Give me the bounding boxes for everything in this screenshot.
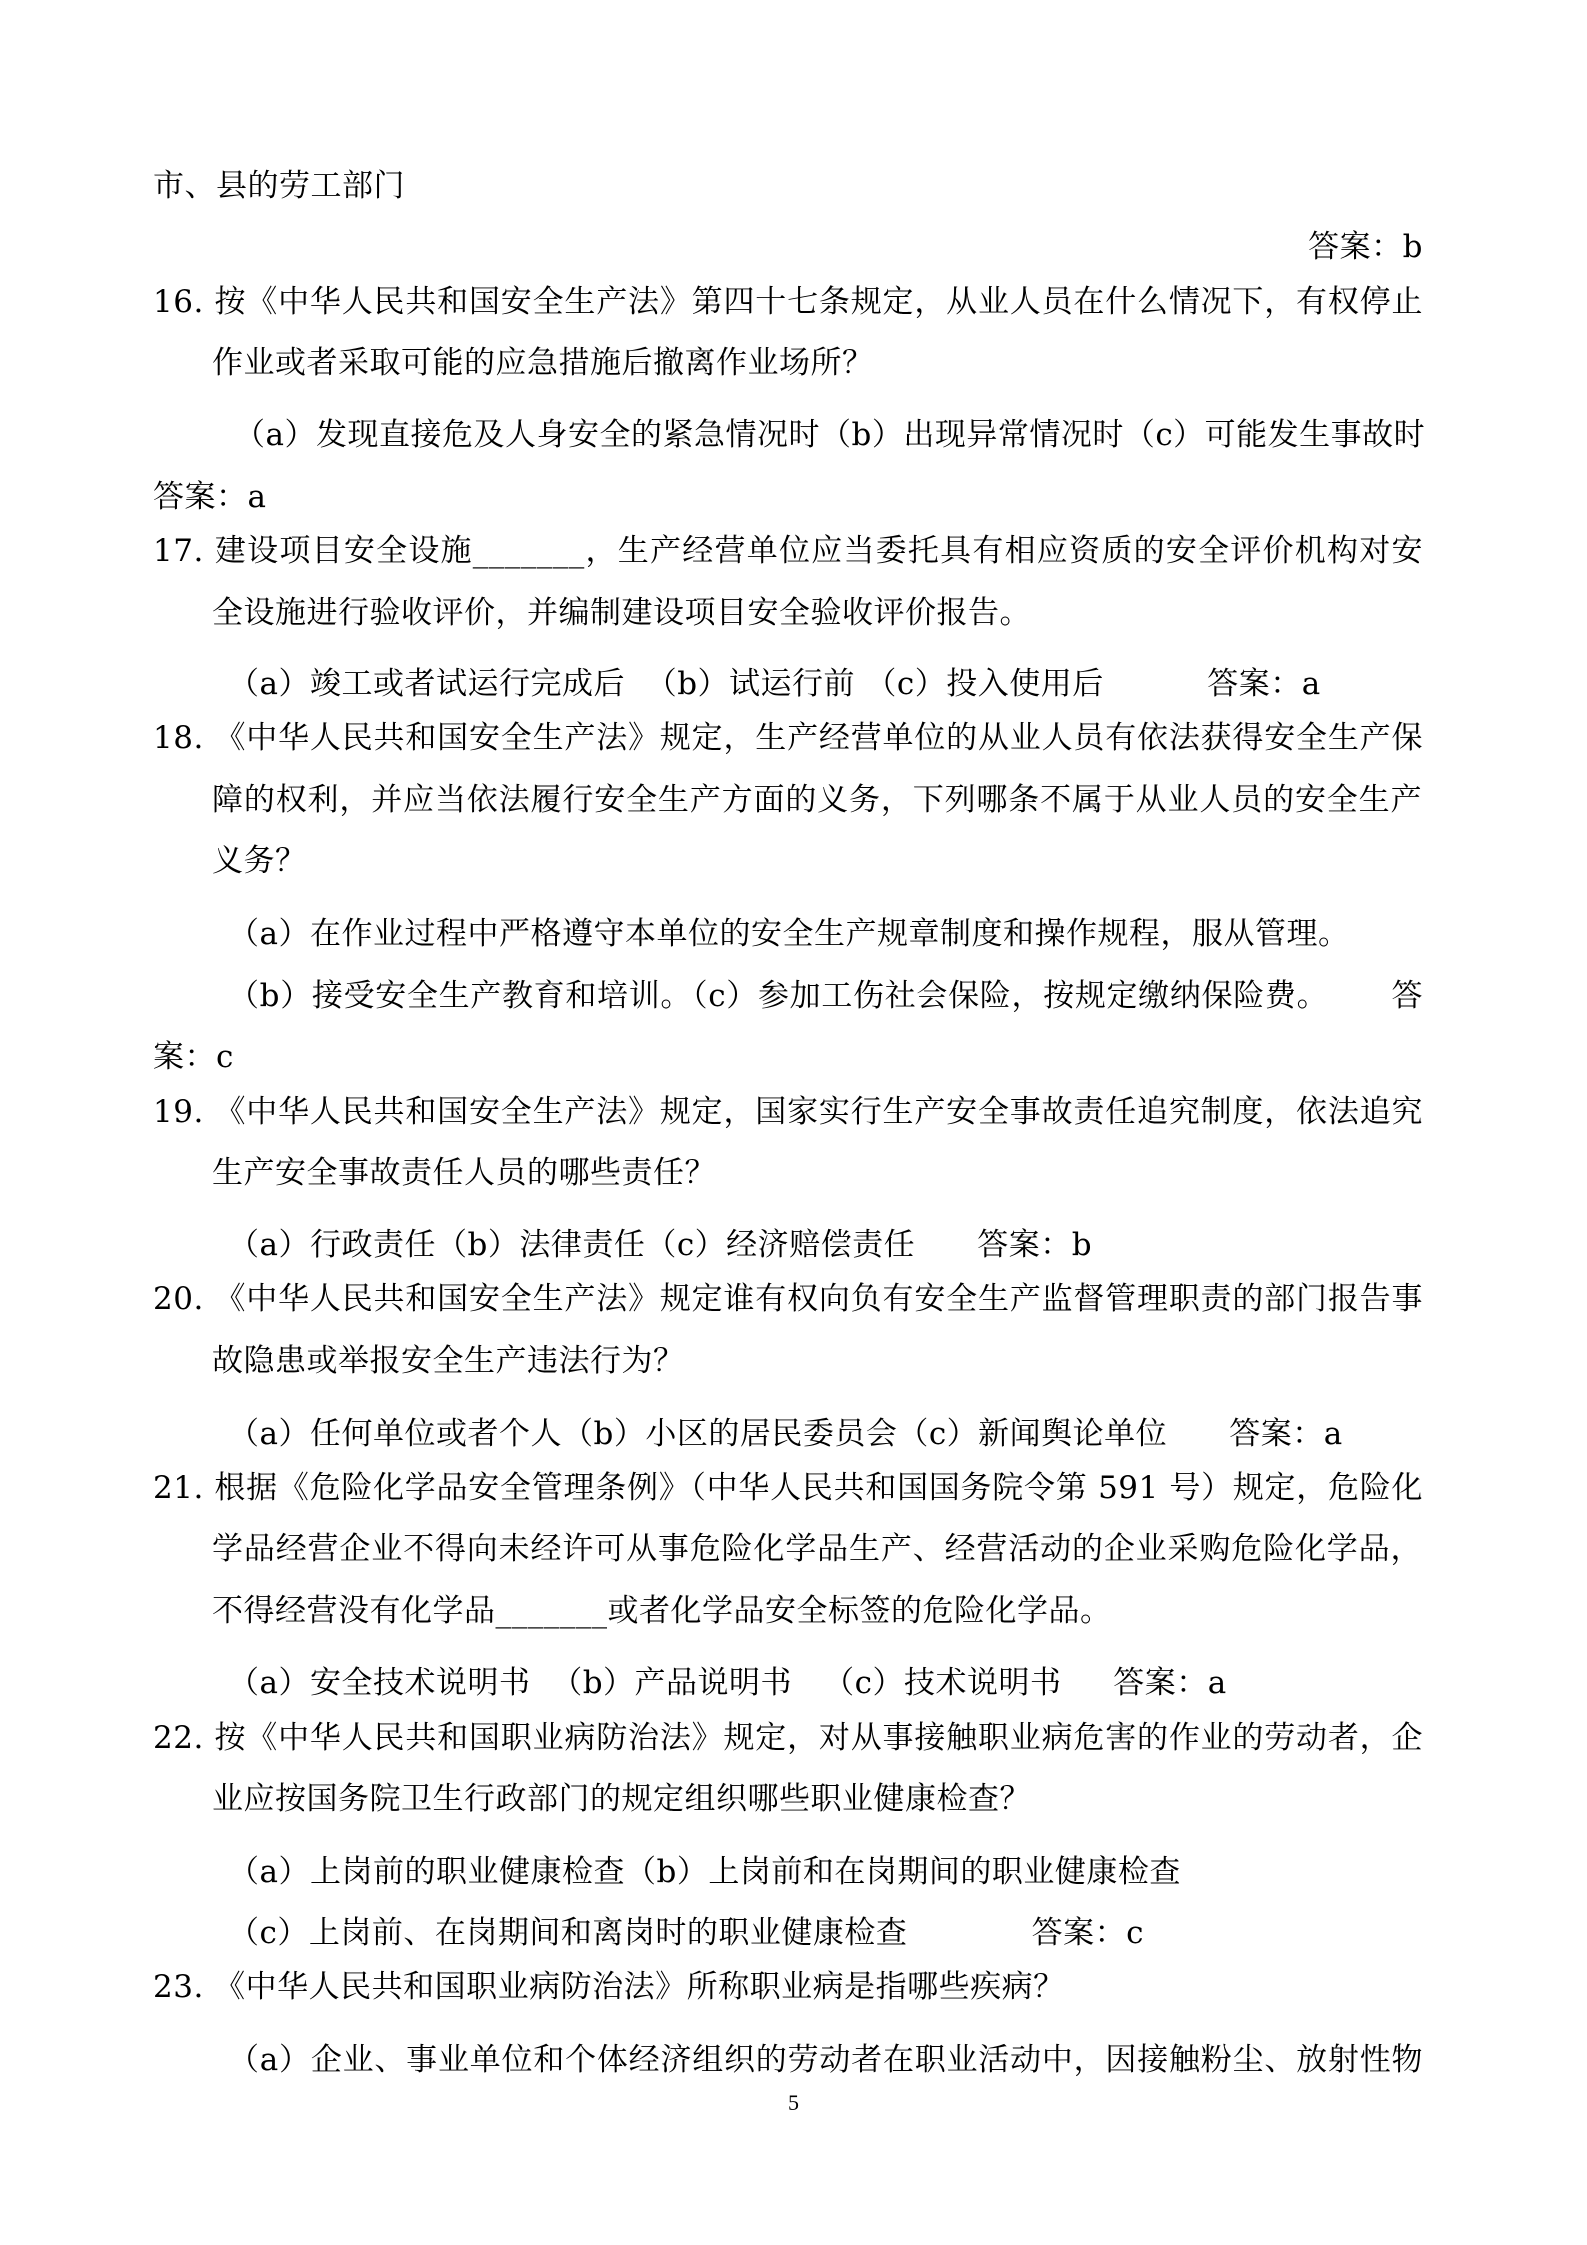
question-22: 22. 按《中华人民共和国职业病防治法》规定，对从事接触职业病危害的作业的劳动者，企: [153, 1720, 1423, 1756]
page-number: 5: [788, 2090, 799, 2115]
question-19: 19. 《中华人民共和国安全生产法》规定，国家实行生产安全事故责任追究制度，依法追究: [153, 1094, 1423, 1130]
question-16: 16. 按《中华人民共和国安全生产法》第四十七条规定，从业人员在什么情况下，有权停止: [153, 284, 1423, 320]
question-17-cont: 全设施进行验收评价，并编制建设项目安全验收评价报告。: [212, 595, 1031, 631]
question-20: 20. 《中华人民共和国安全生产法》规定谁有权向负有安全生产监督管理职责的部门报告事: [153, 1281, 1423, 1317]
options-16: （a）发现直接危及人身安全的紧急情况时（b）出现异常情况时（c）可能发生事故时: [234, 417, 1426, 453]
options-22-c: （c）上岗前、在岗期间和离岗时的职业健康检查 答案：c: [228, 1915, 1144, 1951]
answer-18: 案：c: [153, 1039, 234, 1075]
answer-15: 答案：b: [1308, 229, 1423, 265]
question-18-cont-2: 义务？: [212, 843, 307, 879]
options-18-a: （a）在作业过程中严格遵守本单位的安全生产规章制度和操作规程，服从管理。: [228, 916, 1350, 952]
question-21-cont-1: 学品经营企业不得向未经许可从事危险化学品生产、经营活动的企业采购危险化学品，: [212, 1531, 1422, 1567]
question-18: 18. 《中华人民共和国安全生产法》规定，生产经营单位的从业人员有依法获得安全生产保: [153, 720, 1423, 756]
options-20: （a）任何单位或者个人（b）小区的居民委员会（c）新闻舆论单位 答案：a: [228, 1416, 1343, 1452]
question-20-cont: 故隐患或举报安全生产违法行为？: [212, 1343, 685, 1379]
question-17: 17. 建设项目安全设施_______，生产经营单位应当委托具有相应资质的安全评价机构对安: [153, 533, 1423, 569]
question-23: 23. 《中华人民共和国职业病防治法》所称职业病是指哪些疾病？: [153, 1969, 1065, 2005]
question-21-cont-2: 不得经营没有化学品_______或者化学品安全标签的危险化学品。: [212, 1593, 1112, 1629]
options-21: （a）安全技术说明书 （b）产品说明书 （c）技术说明书 答案：a: [228, 1665, 1227, 1701]
options-23-a: （a）企业、事业单位和个体经济组织的劳动者在职业活动中，因接触粉尘、放射性物: [228, 2042, 1423, 2078]
options-22-ab: （a）上岗前的职业健康检查（b）上岗前和在岗期间的职业健康检查: [228, 1854, 1181, 1890]
options-18-bc: （b）接受安全生产教育和培训。（c）参加工伤社会保险，按规定缴纳保险费。 答: [228, 978, 1423, 1014]
text-line-1: 市、县的劳工部门: [153, 168, 405, 204]
options-17: （a）竣工或者试运行完成后 （b）试运行前 （c）投入使用后 答案：a: [228, 666, 1321, 702]
question-18-cont-1: 障的权利，并应当依法履行安全生产方面的义务，下列哪条不属于从业人员的安全生产: [212, 782, 1422, 818]
question-19-cont: 生产安全事故责任人员的哪些责任？: [212, 1155, 716, 1191]
question-22-cont: 业应按国务院卫生行政部门的规定组织哪些职业健康检查？: [212, 1781, 1031, 1817]
answer-16: 答案：a: [153, 479, 267, 515]
options-19: （a）行政责任（b）法律责任（c）经济赔偿责任 答案：b: [228, 1227, 1093, 1263]
question-21: 21. 根据《危险化学品安全管理条例》（中华人民共和国国务院令第 591 号）规定，危险化: [153, 1470, 1423, 1506]
question-16-cont: 作业或者采取可能的应急措施后撤离作业场所？: [212, 345, 874, 381]
